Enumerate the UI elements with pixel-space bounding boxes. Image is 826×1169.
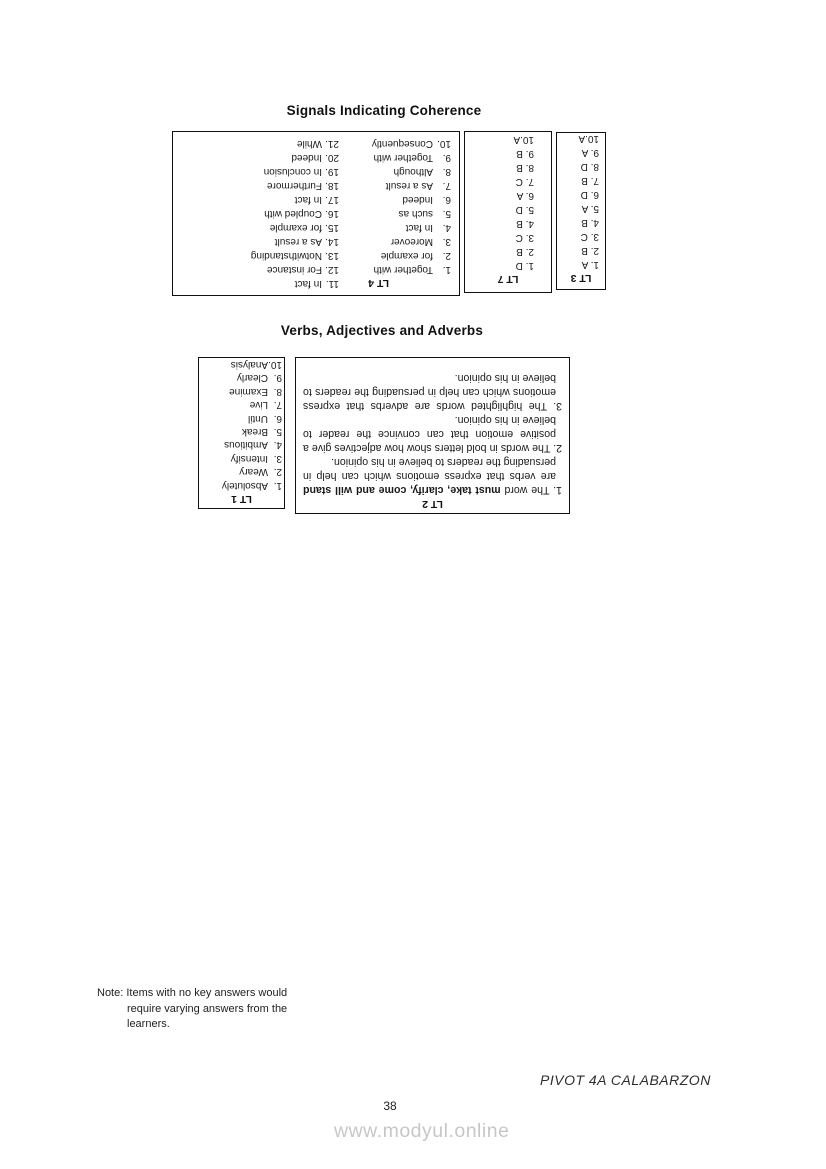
answer-item: 11. In fact <box>294 278 339 289</box>
answer-item: 1. A <box>581 259 599 270</box>
answer-item: 8. Examine <box>229 385 282 397</box>
lt3-list <box>557 132 605 271</box>
lt2-item: 1. The word must take, clarify, come and will stand are verbs that express emotions which can help in persuading the readers to believe in his opinion. <box>303 456 562 496</box>
answer-item: 16. Coupled with <box>264 208 339 219</box>
answer-box-lt1 <box>198 357 285 509</box>
answer-item: 7. As a result <box>385 180 451 191</box>
lt4-rotated-content <box>173 132 459 295</box>
answer-item: 9. Clearly <box>236 372 282 384</box>
lt4-column-1 <box>339 132 451 290</box>
lt2-paragraphs <box>303 371 562 497</box>
lt2-rotated-content <box>296 358 569 513</box>
lt7-rotated-content <box>465 132 551 292</box>
answer-item: 8. Although <box>393 166 451 177</box>
answer-item: 2. B <box>581 245 599 256</box>
lt2-item: 2. The words in bold letters show how adjectives give a positive emotion that can convince the reader to believe in his opinion. <box>303 414 562 454</box>
answer-item: 1. D <box>515 260 534 271</box>
answer-item: 2. B <box>516 246 534 257</box>
answer-item: 19. In conclusion <box>263 166 339 177</box>
lt4-column-2 <box>173 132 339 290</box>
answer-box-lt7 <box>464 131 552 293</box>
answer-item: 14. As a result <box>274 236 339 247</box>
note-block <box>97 986 307 1033</box>
box-label-lt4: LT 4 <box>368 277 389 289</box>
box-label-lt1: LT 1 <box>231 493 252 505</box>
answer-item: 21. While <box>296 138 339 149</box>
lt1-list <box>199 358 284 492</box>
answer-box-lt2 <box>295 357 570 514</box>
lt4-list-1 <box>339 136 451 276</box>
answer-item: 10. Consequently <box>371 138 451 149</box>
answer-item: 10.A <box>578 133 599 144</box>
answer-item: 4. Ambitious <box>224 439 282 451</box>
box-label-lt2: LT 2 <box>422 498 443 510</box>
answer-item: 4. B <box>516 218 534 229</box>
lt3-rotated-content <box>557 133 605 289</box>
answer-item: 12. For instance <box>266 264 339 275</box>
answer-item: 6. Indeed <box>402 194 451 205</box>
answer-item: 20. Indeed <box>291 152 339 163</box>
answer-item: 5. such as <box>398 208 451 219</box>
answer-item: 5. A <box>581 203 599 214</box>
answer-item: 2. Weary <box>239 466 282 478</box>
answer-item: 3. Moreover <box>390 236 451 247</box>
brand-text: PIVOT 4A CALABARZON <box>540 1072 711 1088</box>
note-line: learners. <box>127 1018 170 1030</box>
answer-item: 3. C <box>580 231 599 242</box>
answer-item: 9. B <box>516 148 534 159</box>
answer-item: 2. for example <box>380 250 451 261</box>
answer-item: 6. D <box>580 189 599 200</box>
answer-item: 6. A <box>516 190 534 201</box>
answer-item: 10.A <box>513 134 534 145</box>
note-line: require varying answers from the <box>127 1002 288 1015</box>
answer-item: 1. Absolutely <box>221 479 282 491</box>
lt1-rotated-content <box>199 358 284 508</box>
lt7-list <box>465 132 551 272</box>
answer-item: 8. B <box>516 162 534 173</box>
box-label-lt7: LT 7 <box>497 273 519 285</box>
answer-box-lt3 <box>556 132 606 290</box>
answer-item: 4. B <box>581 217 599 228</box>
answer-item: 7. C <box>515 176 534 187</box>
answer-item: 4. In fact <box>405 222 451 233</box>
answer-item: 7. Live <box>249 399 282 411</box>
watermark-text: www.modyul.online <box>334 1120 510 1142</box>
answer-box-lt4 <box>172 131 460 296</box>
answer-item: 3. Intensify <box>230 452 282 464</box>
note-line: Note: Items with no key answers would <box>97 987 288 999</box>
answer-item: 5. Break <box>241 425 282 437</box>
box-label-lt3: LT 3 <box>570 272 592 284</box>
answer-item: 6. Until <box>247 412 282 424</box>
answer-item: 13. Notwithstanding <box>250 250 339 261</box>
lt4-list-2 <box>173 136 339 290</box>
answer-item: 9. A <box>581 147 599 158</box>
answer-item: 1. Together with <box>373 264 451 275</box>
answer-item: 17. In fact <box>294 194 339 205</box>
answer-item: 7. B <box>581 175 599 186</box>
answer-item: 15. for example <box>269 222 339 233</box>
answer-item: 18. Furthermore <box>266 180 339 191</box>
answer-item: 10. Analysis <box>230 358 282 370</box>
answer-item: 5. D <box>515 204 534 215</box>
answer-item: 3. C <box>515 232 534 243</box>
answer-item: 8. D <box>580 161 599 172</box>
section-title-verbs: Verbs, Adjectives and Adverbs <box>280 323 484 338</box>
section-title-coherence: Signals Indicating Coherence <box>286 103 482 118</box>
page-number: 38 <box>383 1099 397 1113</box>
lt2-item: 3. The highlighted words are adverbs that express emotions which can help in persuading the readers to believe in his opinion. <box>303 372 562 412</box>
answer-item: 9. Together with <box>373 152 451 163</box>
